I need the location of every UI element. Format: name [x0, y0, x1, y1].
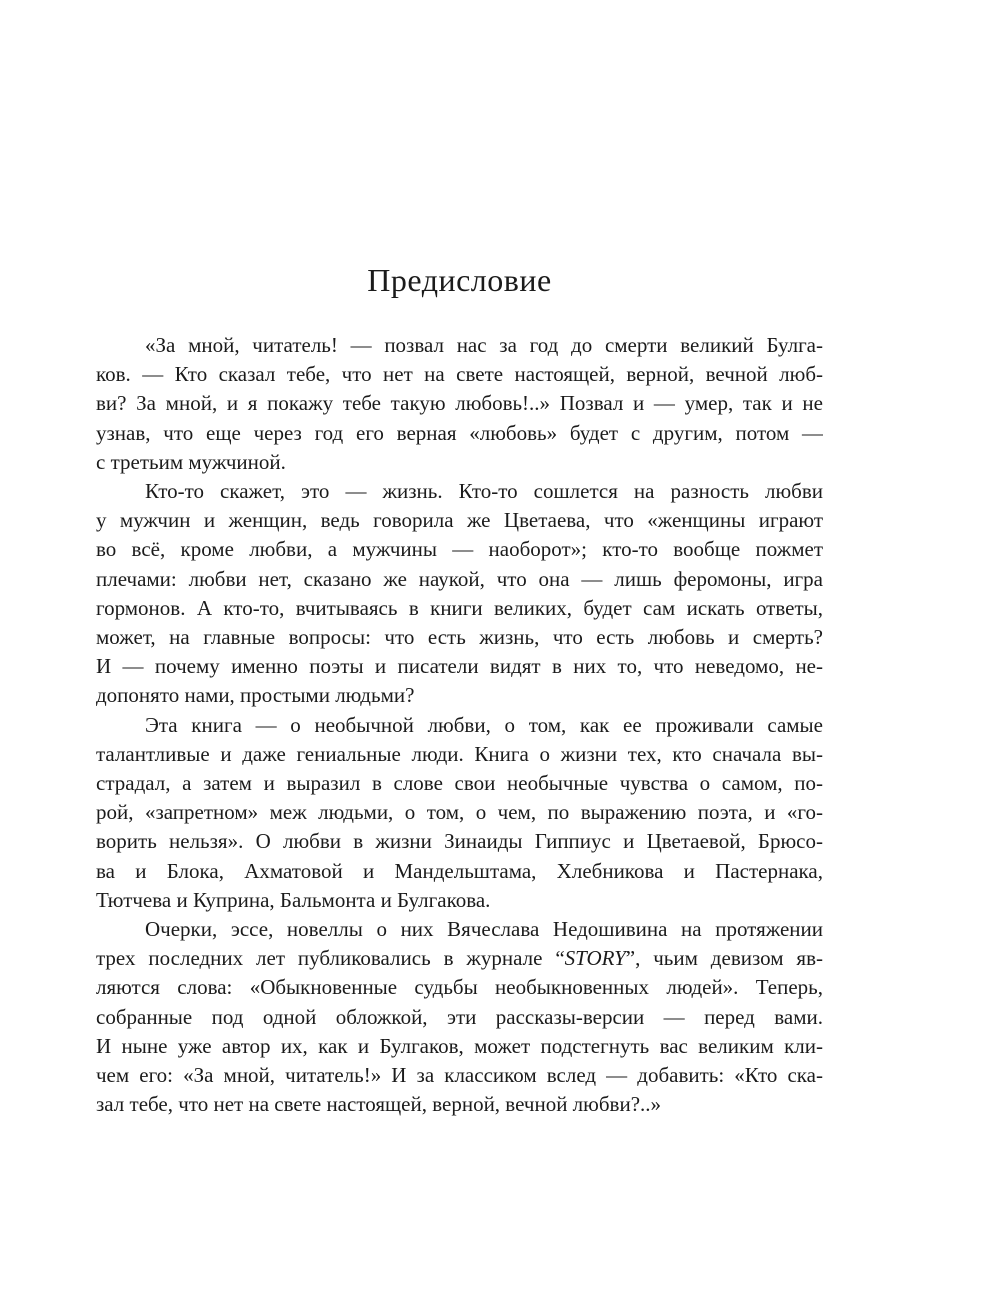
- text-line: рой, «запретном» меж людьми, о том, о чем, по выражению поэта, и «го-: [96, 800, 823, 825]
- text-line: «За мной, читатель! — позвал нас за год до смерти великий Булга-: [145, 333, 823, 357]
- text-line: Тютчева и Куприна, Бальмонта и Булгакова.: [96, 887, 491, 912]
- chapter-title: Предисловие: [367, 262, 552, 298]
- text-line: гормонов. А кто-то, вчитываясь в книги великих, будет сам искать ответы,: [96, 595, 823, 620]
- text-line: во всё, кроме любви, а мужчины — наоборот»; кто-то вообще пожмет: [96, 537, 823, 562]
- text-line: ляются слова: «Обыкновенные судьбы необыкновенных людей». Теперь,: [96, 975, 823, 1000]
- text-line: ви? За мной, и я покажу тебе такую любовь!..» Позвал и — умер, так и не: [96, 391, 823, 416]
- text-line: плечами: любви нет, сказано же наукой, что она — лишь феромоны, игра: [96, 566, 823, 591]
- paragraph: [96, 477, 823, 711]
- text-line: зал тебе, что нет на свете настоящей, верной, вечной любви?..»: [96, 1092, 662, 1117]
- paragraph: [96, 915, 823, 1119]
- text-line: И ныне уже автор их, как и Булгаков, может подстегнуть вас великим кли-: [96, 1033, 823, 1058]
- page-content: [96, 262, 823, 1119]
- paragraph: [96, 331, 823, 477]
- text-line: Очерки, эссе, новеллы о них Вячеслава Недошивина на протяжении: [145, 917, 823, 942]
- text-line: ва и Блока, Ахматовой и Мандельштама, Хлебникова и Пастернака,: [96, 858, 823, 883]
- text-line: допонято нами, простыми людьми?: [96, 683, 415, 708]
- text-line: может, на главные вопросы: что есть жизнь, что есть любовь и смерть?: [96, 625, 823, 650]
- text-line: трех последних лет публиковались в журнале “STORY”, чьим девизом яв-: [96, 946, 823, 971]
- text-line: Кто-то скажет, это — жизнь. Кто-то сошлется на разность любви: [145, 479, 823, 504]
- text-line: с третьим мужчиной.: [96, 449, 286, 474]
- text-line: талантливые и даже гениальные люди. Книга о жизни тех, кто сначала вы-: [96, 741, 823, 766]
- text-line: узнав, что еще через год его верная «любовь» будет с другим, потом —: [96, 420, 823, 445]
- text-line: ворить нельзя». О любви в жизни Зинаиды Гиппиус и Цветаевой, Брюсо-: [96, 829, 823, 854]
- text-line: страдал, а затем и выразил в слове свои необычные чувства о самом, по-: [96, 771, 823, 796]
- text-line: чем его: «За мной, читатель!» И за классиком вслед — добавить: «Кто ска-: [96, 1063, 823, 1088]
- text-line: Эта книга — о необычной любви, о том, как ее проживали самые: [145, 712, 823, 737]
- text-line: у мужчин и женщин, ведь говорила же Цветаева, что «женщины играют: [96, 508, 823, 533]
- text-line: ков. — Кто сказал тебе, что нет на свете настоящей, верной, вечной люб-: [96, 362, 823, 387]
- preface-body: [96, 331, 823, 1119]
- text-line: И — почему именно поэты и писатели видят в них то, что неведомо, не-: [96, 654, 823, 679]
- text-line: собранные под одной обложкой, эти рассказы-версии — перед вами.: [96, 1004, 823, 1029]
- paragraph: [96, 711, 823, 915]
